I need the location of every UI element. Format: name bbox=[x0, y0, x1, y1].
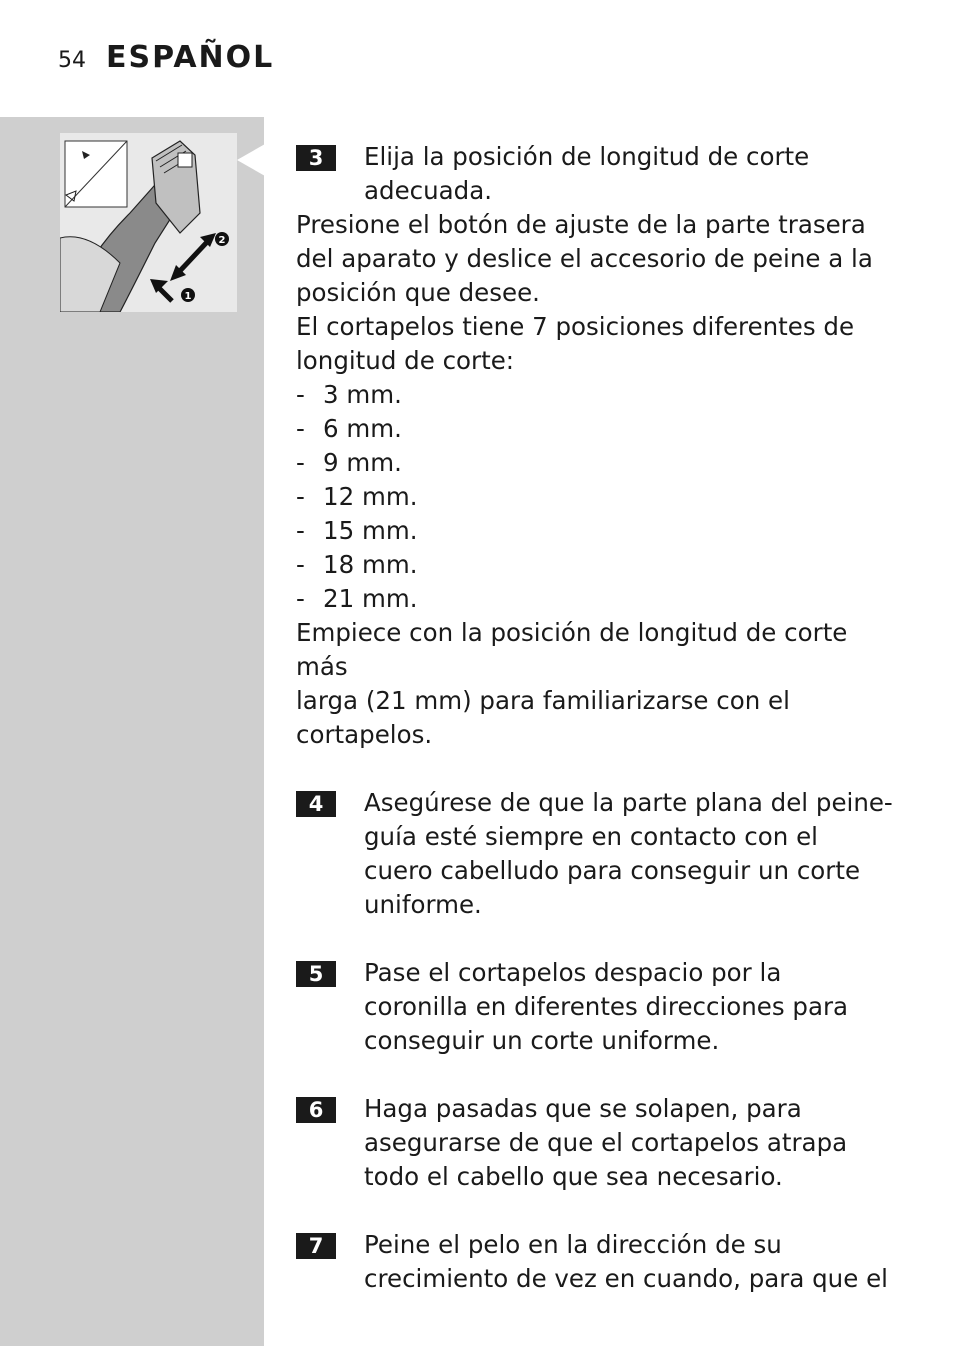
page-number: 54 bbox=[58, 48, 86, 73]
step-text: Asegúrese de que la parte plana del peine- bbox=[364, 788, 893, 817]
step-text: coronilla en diferentes direcciones para bbox=[364, 992, 849, 1021]
step-text: Haga pasadas que se solapen, para bbox=[364, 1094, 802, 1123]
list-item: - 3 mm. bbox=[296, 380, 402, 409]
step-text: asegurarse de que el cortapelos atrapa bbox=[364, 1128, 848, 1157]
step-text: guía esté siempre en contacto con el bbox=[364, 822, 818, 851]
body-text: del aparato y deslice el accesorio de peine a la bbox=[296, 244, 873, 273]
body-text: El cortapelos tiene 7 posiciones diferentes de bbox=[296, 312, 855, 341]
step-3 bbox=[296, 140, 906, 208]
step-7 bbox=[296, 1228, 906, 1296]
instructions bbox=[296, 140, 906, 1296]
step-number: 5 bbox=[296, 961, 336, 987]
step-number: 6 bbox=[296, 1097, 336, 1123]
list-item: - 6 mm. bbox=[296, 414, 402, 443]
svg-text:1: 1 bbox=[184, 291, 192, 302]
hair-clipper-illustration bbox=[60, 133, 237, 312]
step-text: Pase el cortapelos despacio por la bbox=[364, 958, 782, 987]
page-header bbox=[58, 40, 274, 76]
body-text: Presione el botón de ajuste de la parte trasera bbox=[296, 210, 866, 239]
section-title: ESPAÑOL bbox=[106, 40, 275, 75]
step-text: crecimiento de vez en cuando, para que el bbox=[364, 1264, 888, 1293]
step-5 bbox=[296, 956, 906, 1058]
step-title: adecuada. bbox=[364, 176, 493, 205]
body-text: larga (21 mm) para familiarizarse con el bbox=[296, 686, 790, 715]
step-text: cuero cabelludo para conseguir un corte bbox=[364, 856, 861, 885]
step-6 bbox=[296, 1092, 906, 1194]
list-item: - 12 mm. bbox=[296, 482, 418, 511]
list-item: - 18 mm. bbox=[296, 550, 418, 579]
body-text: cortapelos. bbox=[296, 720, 433, 749]
body-text: Empiece con la posición de longitud de corte más bbox=[296, 618, 848, 681]
body-text: longitud de corte: bbox=[296, 346, 515, 375]
list-item: - 9 mm. bbox=[296, 448, 402, 477]
step-4 bbox=[296, 786, 906, 922]
svg-text:2: 2 bbox=[218, 235, 226, 246]
figure-pointer bbox=[237, 144, 265, 176]
body-text: posición que desee. bbox=[296, 278, 540, 307]
step-text: uniforme. bbox=[364, 890, 482, 919]
step-number: 7 bbox=[296, 1233, 336, 1259]
step-title: Elija la posición de longitud de corte bbox=[364, 142, 810, 171]
step-number: 4 bbox=[296, 791, 336, 817]
list-item: - 21 mm. bbox=[296, 584, 418, 613]
step-number: 3 bbox=[296, 145, 336, 171]
step-text: conseguir un corte uniforme. bbox=[364, 1026, 720, 1055]
list-item: - 15 mm. bbox=[296, 516, 418, 545]
step-text: todo el cabello que sea necesario. bbox=[364, 1162, 783, 1191]
step-text: Peine el pelo en la dirección de su bbox=[364, 1230, 782, 1259]
